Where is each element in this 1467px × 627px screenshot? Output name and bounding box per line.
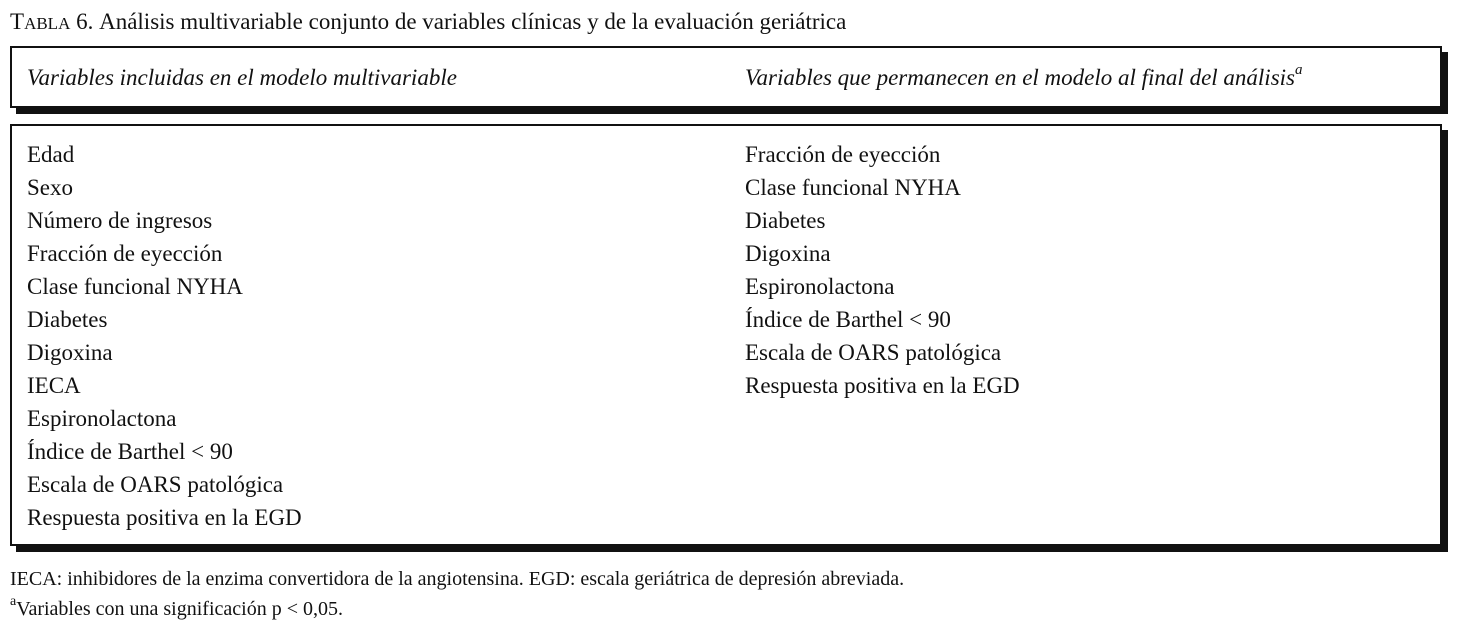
included-variable-item: Respuesta positiva en la EGD [27,505,302,530]
included-variable-item: Fracción de eyección [27,241,223,266]
table-header-row [10,46,1442,108]
remaining-variables-list [745,138,1020,402]
included-variable-item: Escala de OARS patológica [27,472,284,497]
included-variable-item: IECA [27,373,81,398]
included-variable-item: Clase funcional NYHA [27,274,243,299]
remaining-variable-item: Clase funcional NYHA [745,175,961,200]
header-included-variables: Variables incluidas en el modelo multivariable [27,65,457,90]
footnote-abbreviations: IECA: inhibidores de la enzima convertidora de la angiotensina. EGD: escala geriátrica de depresión abreviada. [10,568,905,590]
table-body [10,124,1442,546]
header-remaining-variables-text: Variables que permanecen en el modelo al final del análisis [745,65,1295,90]
included-variable-item: Espironolactona [27,406,177,431]
header-superscript-marker: a [1295,62,1303,79]
remaining-variable-item: Espironolactona [745,274,895,299]
included-variable-item: Índice de Barthel < 90 [27,439,233,464]
included-variable-item: Diabetes [27,307,108,332]
included-variable-item: Edad [27,142,75,167]
included-variables-list [27,138,302,534]
header-remaining-variables [745,61,1303,94]
included-variable-item: Número de ingresos [27,208,213,233]
included-variable-item: Digoxina [27,340,113,365]
footnote-significance-text: Variables con una significación p < 0,05. [16,598,343,620]
remaining-variable-item: Respuesta positiva en la EGD [745,373,1020,398]
remaining-variable-item: Fracción de eyección [745,142,941,167]
footnote-significance [10,594,904,624]
remaining-variable-item: Digoxina [745,241,831,266]
remaining-variable-item: Escala de OARS patológica [745,340,1002,365]
remaining-variable-item: Índice de Barthel < 90 [745,307,951,332]
caption-label-initial: T [10,9,25,34]
table-footnotes [10,564,904,624]
included-variable-item: Sexo [27,175,73,200]
caption-label-rest: ABLA [24,14,71,33]
remaining-variable-item: Diabetes [745,208,826,233]
footnote-significance-marker: a [10,594,17,610]
table-caption [10,8,846,38]
caption-text: Análisis multivariable conjunto de variables clínicas y de la evaluación geriátrica [99,9,847,34]
caption-number: 6. [76,9,94,34]
